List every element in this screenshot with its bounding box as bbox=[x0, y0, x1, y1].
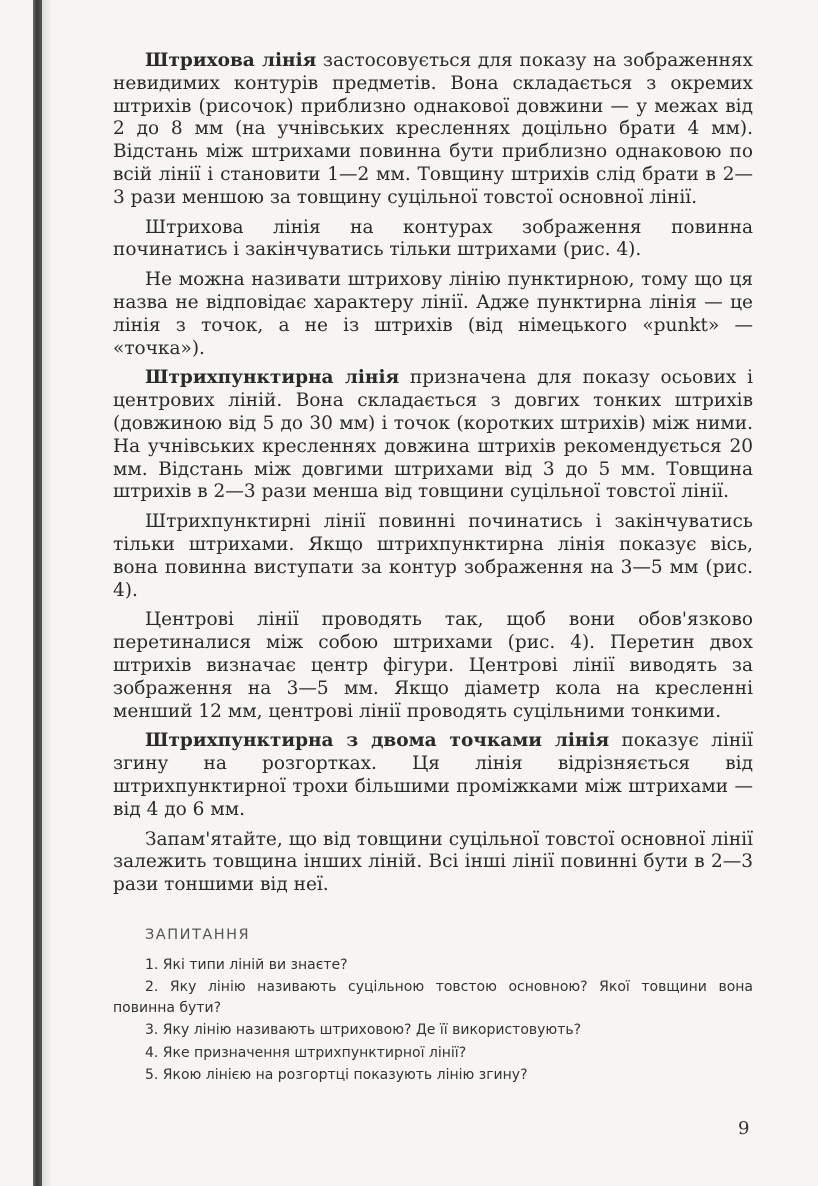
question-item: 1. Які типи ліній ви знаєте? bbox=[145, 956, 348, 973]
page-content bbox=[113, 50, 753, 1088]
paragraph-dash-dot-ends: Штрихпунктирні лінії повинні починатись і закінчуватись тільки штрихами. Якщо штрихпунктирна лінія показує вісь, вона повинна виступати за контур зображення на 3—5 мм (рис. 4). bbox=[113, 511, 753, 601]
book-binding bbox=[33, 0, 42, 1186]
paragraph-dashed-ends: Штрихова лінія на контурах зображення повинна починатись і закінчуватись тільки штрихами (рис. 4). bbox=[113, 216, 753, 261]
question-item: 2. Яку лінію називають суцільною товстою основною? Якої товщини вона повинна бути? bbox=[113, 979, 753, 1016]
question-item: 4. Яке призначення штрихпунктирної лінії? bbox=[145, 1044, 467, 1061]
question-item: 5. Якою лінією на розгортці показують лінію згину? bbox=[145, 1067, 528, 1084]
questions-list bbox=[113, 955, 753, 1086]
paragraph-center-lines: Центрові лінії проводять так, щоб вони обов'язково перетиналися між собою штрихами (рис. 4). Перетин двох штрихів визначає центр фігури. Центрові лінії виводять за зображення на 3—5 мм. Якщо діаметр кола на кресленні менший 12 мм, центрові лінії проводять суцільними тонкими. bbox=[113, 609, 753, 722]
paragraph-remember: Запам'ятайте, що від товщини суцільної товстої основної лінії залежить товщина інших ліній. Всі інші лінії повинні бути в 2—3 рази тоншими від неї. bbox=[113, 828, 753, 896]
binding-shadow bbox=[42, 0, 52, 1186]
question-item: 3. Яку лінію називають штриховою? Де її використовують? bbox=[145, 1022, 582, 1039]
paragraph-not-dotted: Не можна називати штрихову лінію пунктирною, тому що ця назва не відповідає характеру лінії. Адже пунктирна лінія — це лінія з точок, а не із штрихів (від німецького «punkt» — «точка»). bbox=[113, 269, 753, 359]
paragraph-dashed-line: Штрихова лінія застосовується для показу на зображеннях невидимих контурів предметів. Вона складається з окремих штрихів (рисочок) приблизно однакової довжини — у межах від 2 до 8 мм (на учнівських кресленнях доцільно брати 4 мм). Відстань між штрихами повинна бути приблизно однаковою по всій лінії і становити 1—2 мм. Товщину штрихів слід брати в 2—3 рази меншою за товщину суцільної товстої основної лінії. bbox=[113, 50, 753, 208]
paragraph-two-dot-line: Штрихпунктирна з двома точками лінія показує лінії згину на розгортках. Ця лінія відрізняється від штрихпунктирної трохи більшими проміжками між штрихами — від 4 до 6 мм. bbox=[113, 730, 754, 820]
questions-heading: ЗАПИТАННЯ bbox=[145, 926, 251, 943]
paragraph-dash-dot-line: Штрихпунктирна лінія призначена для показу осьових і центрових ліній. Вона складається з довгих тонких штрихів (довжиною від 5 до 30 мм) і точок (коротких штрихів) між ними. На учнівських кресленнях довжина штрихів рекомендується 20 мм. Відстань між довгими штрихами від 3 до 5 мм. Товщина штрихів в 2—3 рази менша від товщини суцільної товстої лінії. bbox=[113, 367, 753, 503]
page-number: 9 bbox=[738, 1118, 750, 1139]
